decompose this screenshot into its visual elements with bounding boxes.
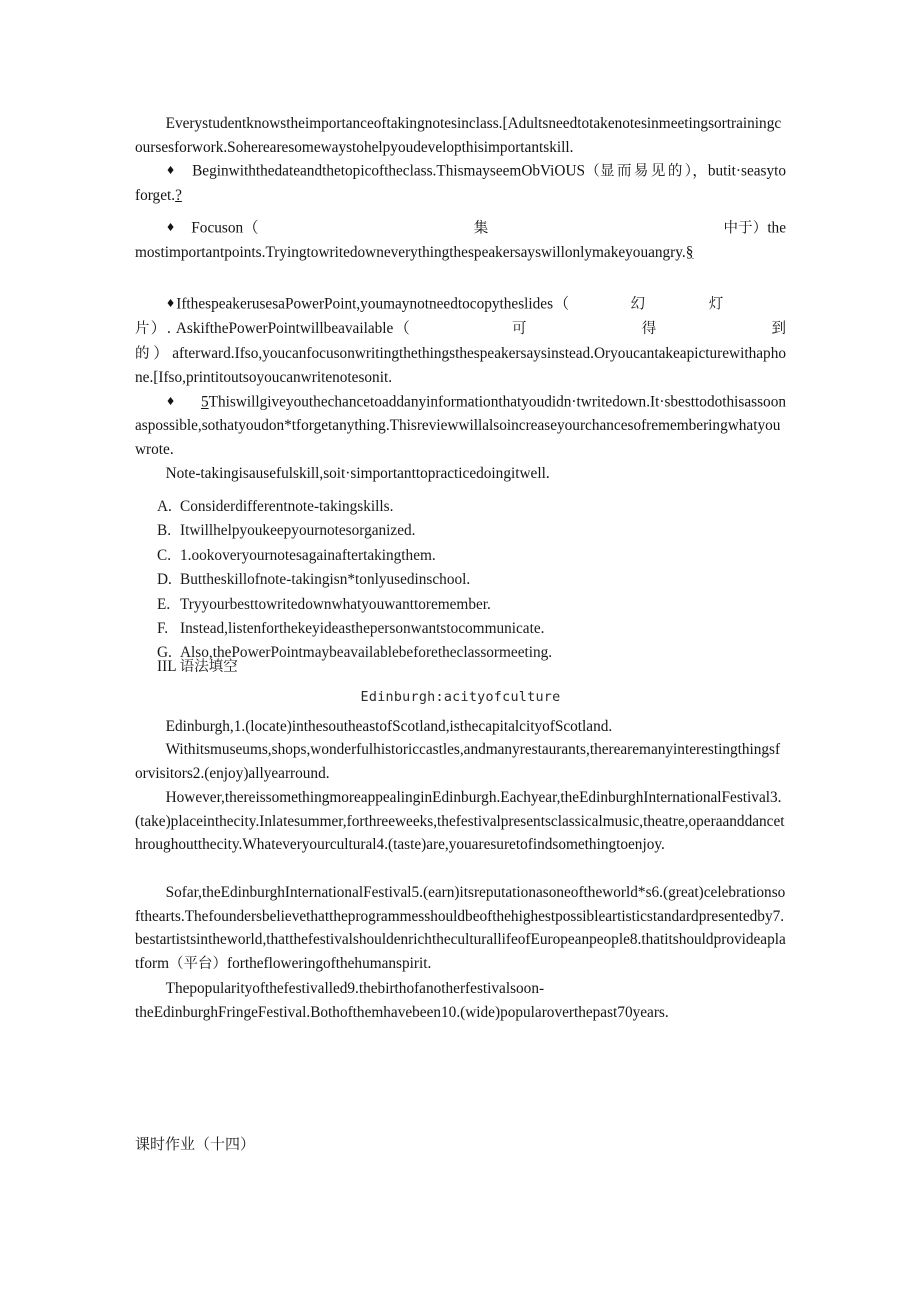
bullet-item-1 <box>135 159 786 208</box>
option-text: Considerdifferentnote-takingskills. <box>180 498 394 515</box>
grammar-paragraph-3-block <box>135 786 786 857</box>
intro-paragraph: Everystudentknowstheimportanceoftakingnotesinclass.[Adultsneedtotakenotesinmeetingsortrainingcoursesforwork.Soherearesomewaystohelpyoudevelopthisimportantskill. <box>135 115 782 156</box>
option-letter: F. <box>157 620 169 638</box>
bullet-1-paragraph <box>135 159 786 208</box>
page-footer-label: 课时作业（十四） <box>135 1135 256 1153</box>
option-row-c[interactable] <box>135 544 786 568</box>
grammar-paragraph-4 <box>135 881 786 976</box>
bullet-3-gloss2-cjk-2: 得 <box>640 321 658 338</box>
grammar-paragraph-3: However,thereissomethingmoreappealinginEdinburgh.Eachyear,theEdinburghInternationalFestival3.(take)placeinthecity.Inlatesummer,forthreeweeks,thefestivalpresentsclassicalmusic,theatre,operaanddancethroughoutthecity.Whateveryourcultural4.(taste)are,youaresuretofindsomethingtoenjoy. <box>135 789 785 854</box>
closing-paragraph: Note-takingisausefulskill,soit·simportanttopracticedoingitwell. <box>165 465 550 482</box>
bullet-1-gloss-close: ） <box>684 163 693 180</box>
bullet-1-text-tail: ，butit·seasytoforget. <box>135 162 787 205</box>
bullet-item-2 <box>135 216 786 265</box>
option-text: Instead,listenforthekeyideasthepersonwantstocommunicate. <box>180 620 545 638</box>
option-text: Buttheskillofnote-takingisn*tonlyusedinschool. <box>180 571 471 589</box>
bullet-1-gloss-open: （ <box>585 163 601 180</box>
bullet-item-3 <box>135 292 786 390</box>
bullet-3-gloss-cjk-1: 幻 <box>629 296 646 313</box>
grammar-section-title-cn: 语法填空 <box>179 659 238 675</box>
grammar-paragraph-4-block <box>135 881 786 976</box>
option-row-a[interactable] <box>135 495 786 519</box>
option-text: Tryyourbesttowritedownwhatyouwanttoremember. <box>180 595 491 613</box>
grammar-paragraph-5-line1: Thepopularityofthefestivalled9.thebirthofanotherfestivalsoon- <box>165 980 545 997</box>
bullet-3-gloss2-cjk-1: 可 <box>510 321 528 338</box>
bullet-3-gloss-cjk-3: 片 <box>135 321 151 338</box>
bullet-1-text-lead: Beginwiththedateandthetopicoftheclass.ThismayseemObViOUS <box>192 162 585 180</box>
option-row-f[interactable] <box>135 617 786 641</box>
bullet-2-gloss-cjk-2: 中 <box>723 220 739 237</box>
bullet-3-gloss2-cjk-3: 到 <box>770 321 786 338</box>
grammar-paragraph-1: Edinburgh,1.(locate)inthesoutheastofScotland,isthecapitalcityofScotland. <box>165 718 613 735</box>
grammar-paragraph-2: Withitsmuseums,shops,wonderfulhistoriccastles,andmanyrestaurants,therearemanyinterestingthingsforvisitors2.(enjoy)allyearround. <box>135 741 781 782</box>
option-letter: E. <box>157 595 171 613</box>
bullet-4-blank-number: 5 <box>200 393 209 411</box>
intro-paragraph-block <box>135 112 786 159</box>
option-letter: C. <box>157 546 172 564</box>
bullet-2-text-lead: Focuson（ <box>191 219 259 237</box>
grammar-paragraph-5-block <box>135 977 786 1024</box>
grammar-paragraph-5-line2: theEdinburghFringeFestival.Bothofthemhavebeen10.(wide)popularoverthepast70years. <box>135 1003 669 1021</box>
document-page <box>135 0 786 1301</box>
bullet-2-gloss-close: ） <box>752 220 768 237</box>
grammar-paragraph-4-part2: forthefloweringofthehumanspirit. <box>227 954 432 972</box>
grammar-paragraph-1-block <box>135 715 786 739</box>
option-text: 1.ookoveryournotesagainaftertakingthem. <box>180 546 436 564</box>
bullet-diamond-icon: ♦ <box>165 164 176 177</box>
bullet-2-gloss-cjk-3: 于 <box>738 220 753 237</box>
grammar-section-heading <box>157 655 238 679</box>
option-letter: B. <box>157 522 172 540</box>
bullet-4-text: Thiswillgiveyouthechancetoaddanyinformationthatyoudidn·twritedown.It·sbesttodothisassoonaspossible,sothatyoudon*tforgetanything.Thisreviewwillalsoincreaseyourchancesofrememberingwhatyouwrote. <box>135 393 786 458</box>
option-text: Itwillhelpyoukeepyournotesorganized. <box>180 522 416 540</box>
grammar-paragraph-2-block <box>135 738 786 785</box>
option-letter: A. <box>157 498 172 515</box>
grammar-section-roman: IIL <box>157 658 176 675</box>
grammar-paragraph-4-gloss: （平台） <box>169 955 227 972</box>
passage-title: Edinburgh:acityofculture <box>360 690 561 705</box>
bullet-item-4 <box>135 390 786 461</box>
bullet-2-gloss-cjk-1: 集 <box>473 220 489 237</box>
bullet-diamond-icon: ♦ <box>165 221 176 234</box>
bullet-2-paragraph <box>135 216 786 265</box>
bullet-1-gloss-cjk: 显而易见的 <box>600 163 685 180</box>
bullet-4-paragraph <box>135 390 786 461</box>
closing-paragraph-block <box>135 462 786 486</box>
option-row-e[interactable] <box>135 593 786 617</box>
option-list <box>135 495 786 666</box>
bullet-3-mid-text: ）. AskifthePowerPointwillbeavailable（ <box>150 320 411 338</box>
option-row-d[interactable] <box>135 568 786 592</box>
bullet-1-blank-marker: ? <box>175 187 182 205</box>
option-text: Also,thePowerPointmaybeavailablebeforetheclassormeeting. <box>180 644 553 662</box>
bullet-3-paragraph <box>135 292 786 390</box>
option-row-b[interactable] <box>135 519 786 543</box>
bullet-3-text-lead: IfthespeakerusesaPowerPoint,youmaynotneedtocopytheslides（ <box>176 295 570 313</box>
bullet-3-gloss2-cjk-4: 的 <box>135 345 154 362</box>
bullet-diamond-icon: ♦ <box>165 395 177 408</box>
bullet-2-text-tail: themostimportantpoints.Tryingtowritedowneverythingthespeakersayswillonlymakeyouangry. <box>135 219 787 262</box>
bullet-3-gloss-cjk-2: 灯 <box>707 296 725 313</box>
option-letter: D. <box>157 571 172 589</box>
bullet-3-text-tail: ）afterward.Ifso,youcanfocusonwritingthethingsthespeakersaysinstead.Oryoucantakeapicturewithaphone.[Ifso,printitoutsoyoucanwritenotesonit. <box>135 344 786 387</box>
grammar-paragraph-4-part1: Sofar,theEdinburghInternationalFestival5.(earn)itsreputationasoneoftheworld*s6.(great)celebrationsofthearts.Thefoundersbelievethattheprogrammesshouldbeofthehighestpossibleartisticstandardpresentedby7.bestartistsintheworld,thatthefestivalshouldenrichtheculturallifeofEuropeanpeople8.thatitshouldprovideaplatform <box>135 884 786 972</box>
bullet-diamond-icon: ♦ <box>165 297 177 310</box>
option-letter: G. <box>157 644 172 662</box>
bullet-2-blank-marker: § <box>685 244 694 262</box>
